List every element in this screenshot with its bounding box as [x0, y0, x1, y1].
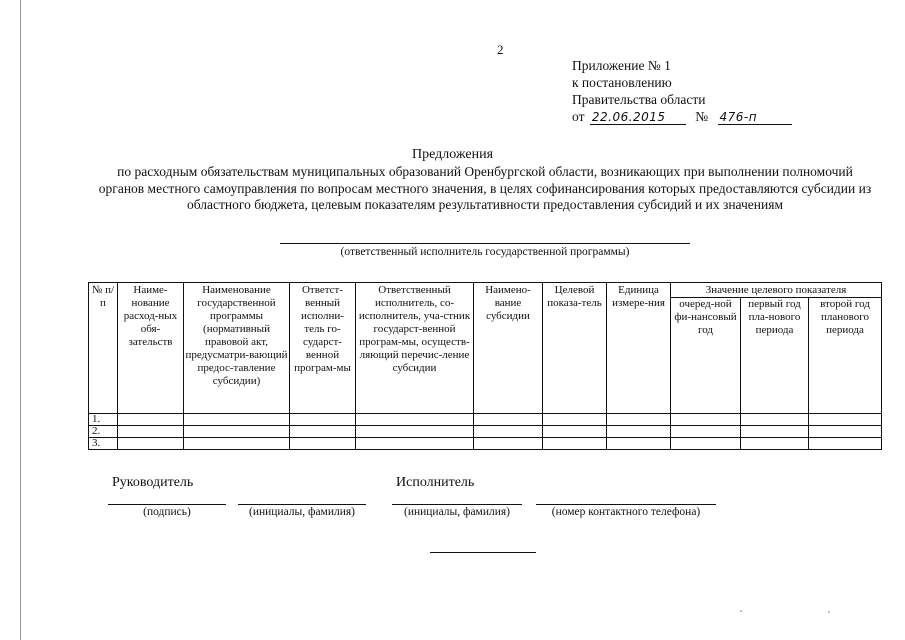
header-subsidy: Наимено-вание субсидии — [474, 283, 543, 414]
row-index: 1. — [89, 414, 118, 426]
appendix-line-2: к постановлению — [572, 75, 672, 90]
manager-initials-caption: (инициалы, фамилия) — [248, 506, 356, 518]
executor-label: Исполнитель — [396, 475, 475, 490]
executor-initials-line — [392, 504, 522, 505]
signature-caption: (подпись) — [143, 506, 191, 518]
header-coexecutor: Ответственный исполнитель, со-исполнитель, уча-стник государст-венной програм-мы, осуществ-ляющий перечис-ление субсидии — [356, 283, 474, 414]
scan-edge-line — [20, 0, 21, 640]
appendix-line-1: Приложение № 1 — [572, 58, 671, 73]
end-separator-line — [430, 552, 536, 553]
phone-line — [536, 504, 716, 505]
header-first-year: первый год пла-нового периода — [741, 298, 809, 414]
scan-speck — [828, 611, 830, 613]
document-subtitle: по расходным обязательствам муниципальных образований Оренбургской области, возникающих при выполнении полномочий органов местного самоуправления по вопросам местного значения, в целях софинансирования которых предоставляются субсидии из областного бюджета, целевым показателям результативности предоставления субсидий и их значениям — [98, 164, 872, 212]
handwritten-number: 476-п — [718, 111, 792, 125]
document-title: Предложения — [411, 147, 494, 162]
appendix-date-row — [572, 108, 792, 125]
page-number: 2 — [497, 42, 504, 57]
header-second-year: второй год планового периода — [809, 298, 882, 414]
manager-label: Руководитель — [112, 475, 194, 490]
table-row — [89, 414, 882, 426]
appendix-line-3: Правительства области — [572, 92, 706, 107]
row-index: 2. — [89, 426, 118, 438]
header-num: № п/п — [89, 283, 118, 414]
table-row — [89, 426, 882, 438]
header-indicator: Целевой показа-тель — [543, 283, 607, 414]
header-next-year: очеред-ной фи-нансовый год — [671, 298, 741, 414]
table-row — [89, 438, 882, 450]
header-program: Наименование государственной программы (нормативный правовой акт, предусматри-вающий предос-тавление субсидии) — [184, 283, 290, 414]
handwritten-date: 22.06.2015 — [590, 111, 686, 125]
responsible-executor-caption: (ответственный исполнитель государственной программы) — [340, 246, 630, 258]
row-index: 3. — [89, 438, 118, 450]
header-obligation: Наиме-нование расход-ных обя-зательств — [118, 283, 184, 414]
manager-initials-line — [238, 504, 366, 505]
phone-caption: (номер контактного телефона) — [551, 506, 701, 518]
header-unit: Единица измере-ния — [607, 283, 671, 414]
scan-speck — [740, 610, 742, 612]
header-value-group: Значение целевого показателя — [671, 283, 882, 298]
responsible-executor-line — [280, 243, 690, 244]
date-prefix: от — [572, 109, 585, 124]
number-prefix: № — [695, 109, 709, 124]
proposals-table — [88, 282, 882, 450]
executor-initials-caption: (инициалы, фамилия) — [403, 506, 511, 518]
signature-line — [108, 504, 226, 505]
appendix-block — [572, 57, 792, 125]
header-executor: Ответст-венный исполни-тель го-сударст-венной програм-мы — [290, 283, 356, 414]
